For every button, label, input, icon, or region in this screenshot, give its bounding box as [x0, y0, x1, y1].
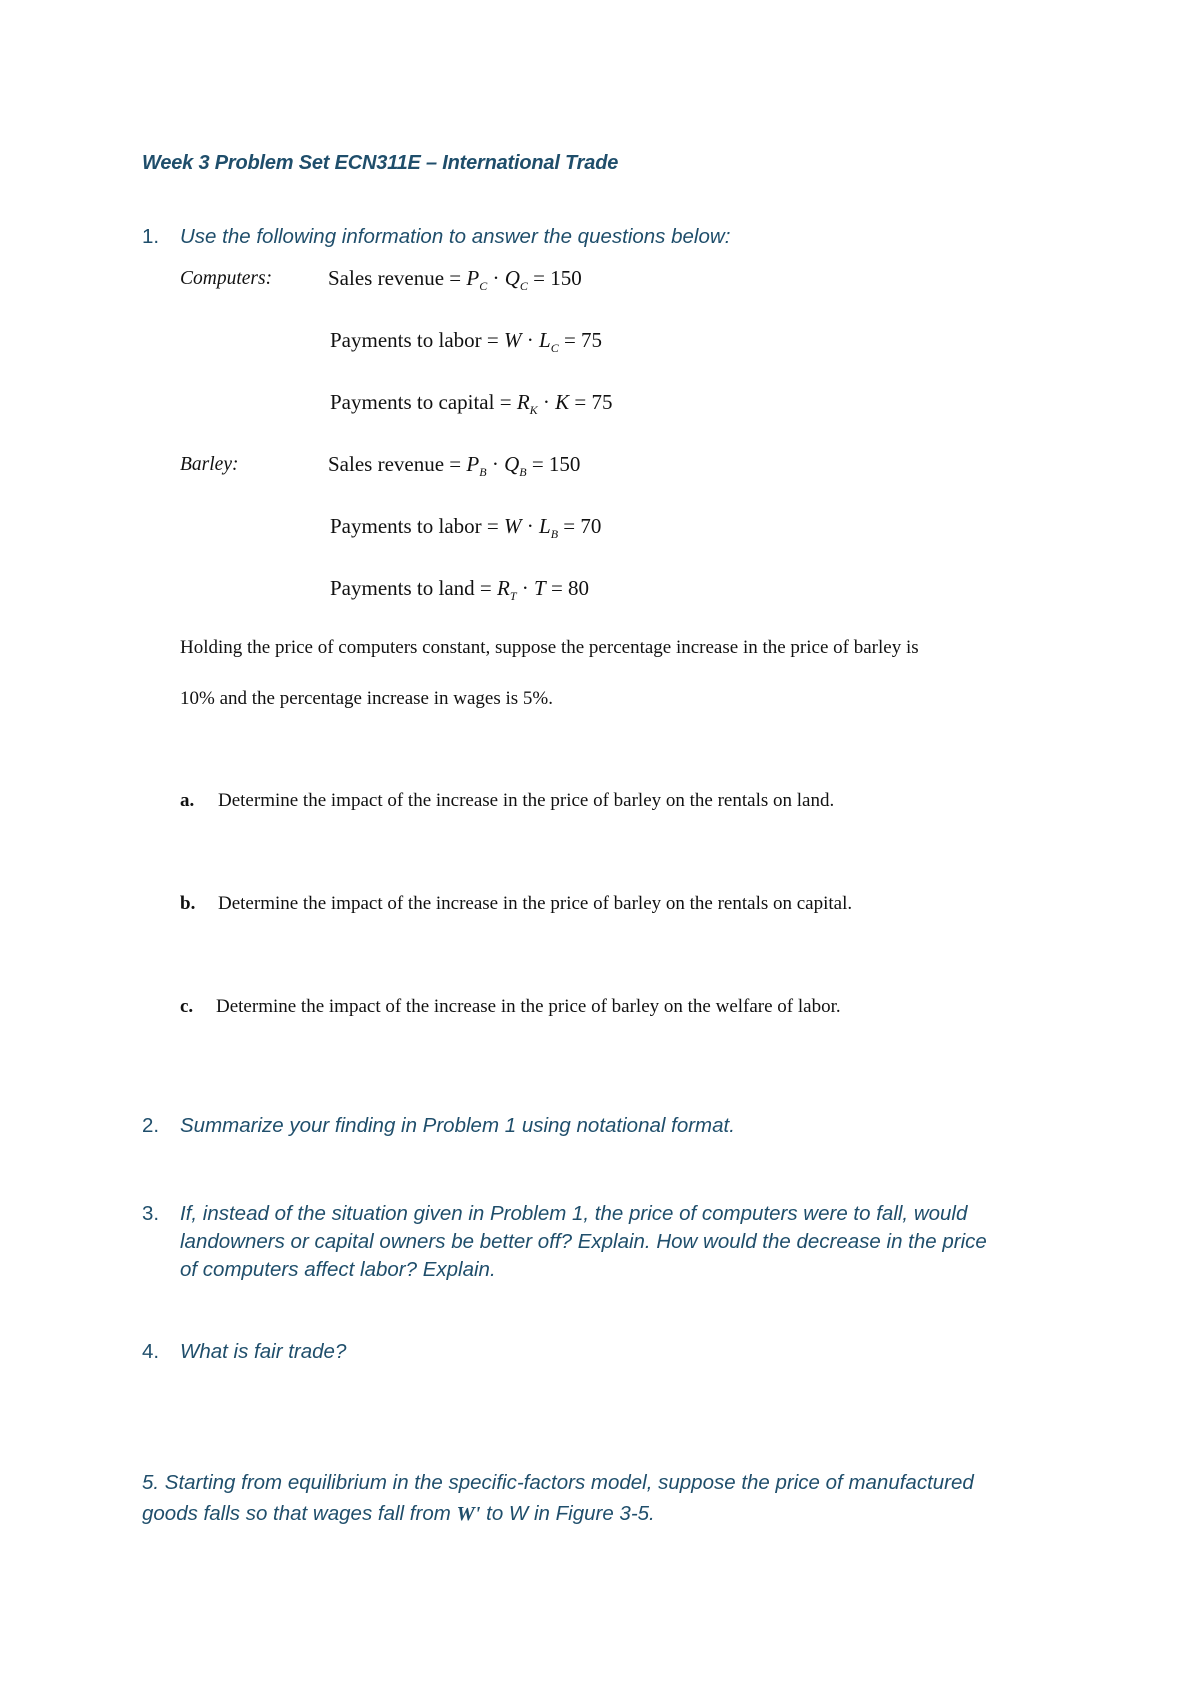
- part-letter: b.: [180, 893, 196, 914]
- computers-capital-equation: [330, 390, 613, 418]
- question-1-prompt: [142, 225, 730, 249]
- equation-lhs: Payments to capital =: [330, 390, 517, 414]
- part-text: Determine the impact of the increase in the price of barley on the rentals on capital.: [218, 893, 853, 914]
- quantity-symbol: Q: [504, 452, 520, 476]
- subscript: K: [529, 403, 538, 417]
- question-1-text: Use the following information to answer the questions below:: [180, 225, 731, 248]
- land-symbol: T: [534, 576, 546, 600]
- question-5-text-end: to W in Figure 3-5.: [480, 1502, 655, 1525]
- dot-operator: ·: [492, 266, 500, 290]
- question-3: [142, 1202, 967, 1226]
- subscript: C: [550, 341, 559, 355]
- question-5-text: goods falls so that wages fall from: [142, 1502, 457, 1525]
- equation-value: = 80: [545, 576, 590, 600]
- assumption-line-1: Holding the price of computers constant, suppose the percentage increase in the price of barley is: [180, 637, 919, 658]
- capital-symbol: K: [555, 390, 570, 414]
- subscript: C: [519, 279, 528, 293]
- question-3-number: 3.: [142, 1202, 160, 1225]
- part-text: Determine the impact of the increase in the price of barley on the welfare of labor.: [216, 996, 841, 1017]
- question-3-line-1: If, instead of the situation given in Problem 1, the price of computers were to fall, would: [180, 1202, 968, 1225]
- barley-land-equation: [330, 576, 589, 604]
- assumption-line-2: 10% and the percentage increase in wages is 5%.: [180, 688, 553, 709]
- equation-value: = 75: [558, 328, 603, 352]
- wage-symbol: W: [504, 514, 522, 538]
- dot-operator: ·: [526, 514, 534, 538]
- rental-symbol: R: [497, 576, 510, 600]
- dot-operator: ·: [526, 328, 534, 352]
- subscript: B: [519, 465, 527, 479]
- part-letter: a.: [180, 790, 195, 811]
- dot-operator: ·: [491, 452, 499, 476]
- part-b: [180, 893, 852, 915]
- computers-labor-equation: [330, 328, 602, 356]
- subscript: T: [509, 589, 517, 603]
- barley-label: Barley:: [180, 454, 239, 475]
- equation-lhs: Payments to land =: [330, 576, 497, 600]
- equation-value: = 150: [526, 452, 581, 476]
- question-3-line-2: landowners or capital owners be better off? Explain. How would the decrease in the price: [180, 1230, 987, 1253]
- dot-operator: ·: [521, 576, 529, 600]
- wage-symbol: W: [504, 328, 522, 352]
- equation-lhs: Payments to labor =: [330, 328, 504, 352]
- barley-sales-equation: [328, 452, 580, 480]
- question-5-line-1: 5. Starting from equilibrium in the specific-factors model, suppose the price of manufactured: [142, 1471, 974, 1494]
- part-letter: c.: [180, 996, 194, 1017]
- labor-symbol: L: [539, 514, 551, 538]
- question-1-number: 1.: [142, 225, 160, 248]
- price-symbol: P: [466, 452, 480, 476]
- subscript: B: [550, 527, 559, 541]
- equation-value: = 75: [569, 390, 613, 414]
- equation-lhs: Sales revenue =: [328, 452, 467, 476]
- subscript: B: [479, 465, 487, 479]
- dot-operator: ·: [542, 390, 550, 414]
- question-2-number: 2.: [142, 1114, 160, 1137]
- part-c: [180, 996, 841, 1018]
- rental-symbol: R: [516, 390, 530, 414]
- computers-label: Computers:: [180, 268, 273, 289]
- question-4-text: What is fair trade?: [180, 1340, 347, 1363]
- part-text: Determine the impact of the increase in the price of barley on the rentals on land.: [218, 790, 835, 811]
- wage-prime-symbol: W': [456, 1503, 481, 1525]
- computers-sales-equation: [328, 266, 582, 294]
- question-5-line-2: [142, 1502, 655, 1526]
- question-4-number: 4.: [142, 1340, 160, 1363]
- subscript: C: [479, 279, 488, 293]
- price-symbol: P: [466, 266, 480, 290]
- page-title: Week 3 Problem Set ECN311E – International Trade: [142, 152, 619, 174]
- equation-lhs: Sales revenue =: [328, 266, 467, 290]
- barley-labor-equation: [330, 514, 601, 542]
- equation-value: = 70: [558, 514, 602, 538]
- equation-lhs: Payments to labor =: [330, 514, 504, 538]
- quantity-symbol: Q: [504, 266, 520, 290]
- labor-symbol: L: [539, 328, 551, 352]
- question-2-text: Summarize your finding in Problem 1 using notational format.: [180, 1114, 735, 1137]
- part-a: [180, 790, 834, 812]
- equation-value: = 150: [527, 266, 582, 290]
- question-4: [142, 1340, 346, 1364]
- question-2: [142, 1114, 735, 1138]
- question-3-line-3: of computers affect labor? Explain.: [180, 1258, 496, 1281]
